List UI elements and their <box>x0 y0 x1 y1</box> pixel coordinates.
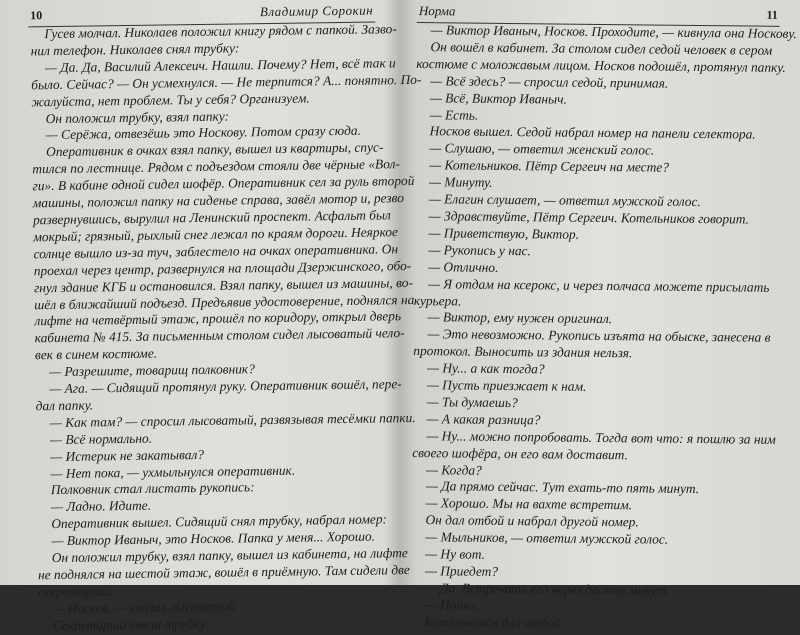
text-line: жалуйста, нет проблем. Ты у себя? Организуем. <box>31 90 310 109</box>
text-line: Он вошёл в кабинет. За столом сидел седой человек в сером <box>430 39 773 58</box>
right-page-text <box>410 22 797 634</box>
text-line: — Носков, — сказал лысоватый. <box>52 598 239 616</box>
text-line: — Ну... а как тогда? <box>427 360 545 377</box>
text-line: — Ну вот. <box>425 546 486 562</box>
text-line: Он дал отбой и набрал другой номер. <box>425 512 639 530</box>
text-line: — Серёжа, отвезёшь это Носкову. Потом сразу сюда. <box>45 123 362 143</box>
text-line: не поднялся на шестой этаж, вошёл в приёмную. Там сидели две <box>37 562 410 583</box>
text-line: — Разрешите, товарищ полковник? <box>49 361 255 380</box>
text-line: было. Сейчас? — Он усмехнулся. — Не терпится? А... понятно. По- <box>31 71 422 93</box>
text-line: — Елагин слушает, — ответил мужской голос. <box>428 191 701 210</box>
text-line: — Мыльников, — ответил мужской голос. <box>425 529 669 547</box>
text-line: шёл в ближайший подъезд. Предъявив удостоверение, поднялся на <box>34 291 415 312</box>
text-line: дал папку. <box>35 397 94 414</box>
text-line: — Пусть приезжает к нам. <box>426 377 587 394</box>
text-line: — Нет пока, — ухмыльнулся оперативник. <box>50 462 296 481</box>
text-line: Котельников дал отбой. <box>424 613 565 631</box>
text-line: — Виктор Иваныч, это Носков. Папка у меня... Хорошо. <box>51 528 376 549</box>
text-line: — Понял. <box>424 596 479 613</box>
text-line: лифте на четвёртый этаж, прошёл по коридору, открыл дверь <box>34 308 402 329</box>
right-page-number: 11 <box>766 7 778 22</box>
text-line: — Есть. <box>429 106 479 123</box>
text-line: — Хорошо. Мы на вахте встретим. <box>425 495 633 513</box>
text-line: Секретарша сняла трубку: <box>52 615 211 633</box>
text-line: — Рукопись у нас. <box>428 241 531 259</box>
left-page-text <box>30 21 422 635</box>
text-line: мокрый; грязный, рыхлый снег лежал по краям дороги. Неяркое <box>33 224 399 245</box>
text-line: — Всё, Виктор Иваныч. <box>429 89 567 107</box>
text-line: Он положил трубку, взял папку, вышел из кабинета, на лифте <box>51 545 408 566</box>
text-line: — Слушаю, — ответил женский голос. <box>429 140 655 158</box>
text-line: Он положил трубку, взял папку: <box>45 108 230 126</box>
text-line: Гусев молчал. Николаев положил книгу рядом с папкой. Зазво- <box>44 21 397 42</box>
text-line: протокол. Выносить из здания нельзя. <box>413 343 633 361</box>
text-line: — Да прямо сейчас. Тут ехать-то пять минут. <box>425 478 700 497</box>
text-line: — Приветствую, Виктор. <box>428 225 580 242</box>
text-line: — Всё здесь? — спросил седой, принимая. <box>430 72 669 91</box>
text-line: машины, положил папку на сиденье справа, завёл мотор и, резво <box>32 190 405 211</box>
text-line: развернувшись, вырулил на Ленинский проспект. Асфальт был <box>32 207 391 228</box>
text-line: — Здравствуйте, Пётр Сергеич. Котельников говорит. <box>428 208 750 227</box>
text-line: — Ага. — Сидящий протянул руку. Оперативник вошёл, пере- <box>49 376 402 397</box>
text-line: — Ты думаешь? <box>426 394 518 411</box>
text-line: костюме с моложавым лицом. Носков подошёл, протянул папку. <box>416 55 786 75</box>
left-running-title: Владимир Сорокин <box>259 2 374 20</box>
text-line: — Приедет? <box>424 563 499 579</box>
text-line: — Ладно. Идите. <box>50 498 152 515</box>
text-line: — Котельников. Пётр Сергеич на месте? <box>429 157 670 175</box>
text-line: — Да. Да, Василий Алексеич. Нашли. Почему? Нет, всё так и <box>44 55 396 75</box>
text-line: — Ну... можно попробовать. Тогда вот что: я пошлю за ним <box>426 427 776 447</box>
text-line: своего шофёра, он его вам доставит. <box>412 444 628 462</box>
text-line: — Виктор, ему нужен оригинал. <box>427 309 613 327</box>
text-line: — Всё нормально. <box>50 430 153 447</box>
text-line: гнул здание КГБ и остановился. Взял папку, вышел из машины, во- <box>33 274 413 295</box>
text-line: — Когда? <box>425 461 482 478</box>
text-line: — Это невозможно. Рукопись изъята на обыске, занесена в <box>427 326 771 346</box>
text-line: проехал через центр, развернулся на площади Дзержинского, обо- <box>33 257 412 278</box>
right-page <box>399 0 800 631</box>
text-line: Оперативник в очках взял папку, вышел из квартиры, спус- <box>46 139 384 160</box>
text-line: курьера. <box>413 292 462 309</box>
text-line: — Виктор Иваныч, Носков. Проходите, — кивнула она Носкову. <box>430 22 797 42</box>
text-line: Полковник стал листать рукопись: <box>50 479 255 498</box>
text-line: — А какая разница? <box>426 411 541 428</box>
text-line: Оперативник вышел. Сидящий снял трубку, набрал номер: <box>51 511 388 532</box>
text-line: — Я отдам на ксерокс, и через полчаса можете присылать <box>427 275 770 295</box>
text-line: век в синем костюме. <box>34 345 158 363</box>
text-line: — Да. Встречать его через десять минут. <box>424 580 671 598</box>
text-line: кабинета № 415. За письменным столом сидел лысоватый чело- <box>34 325 405 346</box>
text-line: — Отлично. <box>428 258 499 275</box>
text-line: нил телефон. Николаев снял трубку: <box>30 40 240 59</box>
text-line: тился по лестнице. Рядом с подъездом стояли две чёрные «Вол- <box>32 156 400 177</box>
left-page-number: 10 <box>30 8 43 23</box>
text-line: — Как там? — спросил лысоватый, развязывая тесёмки папки. <box>49 409 416 430</box>
text-line: секретарши. <box>38 583 113 600</box>
text-line: Носков вышел. Седой набрал номер на панели селектора. <box>429 123 756 143</box>
text-line: солнце вышло из-за туч, заблестело на очках оперативника. Он <box>33 241 399 262</box>
right-running-title: Норма <box>418 3 456 19</box>
text-line: — Истерик не закатывал? <box>50 446 205 464</box>
text-line: — Минуту. <box>429 174 493 191</box>
text-line: ги». В кабине одной сидел шофёр. Оперативник сел за руль второй <box>32 173 415 194</box>
